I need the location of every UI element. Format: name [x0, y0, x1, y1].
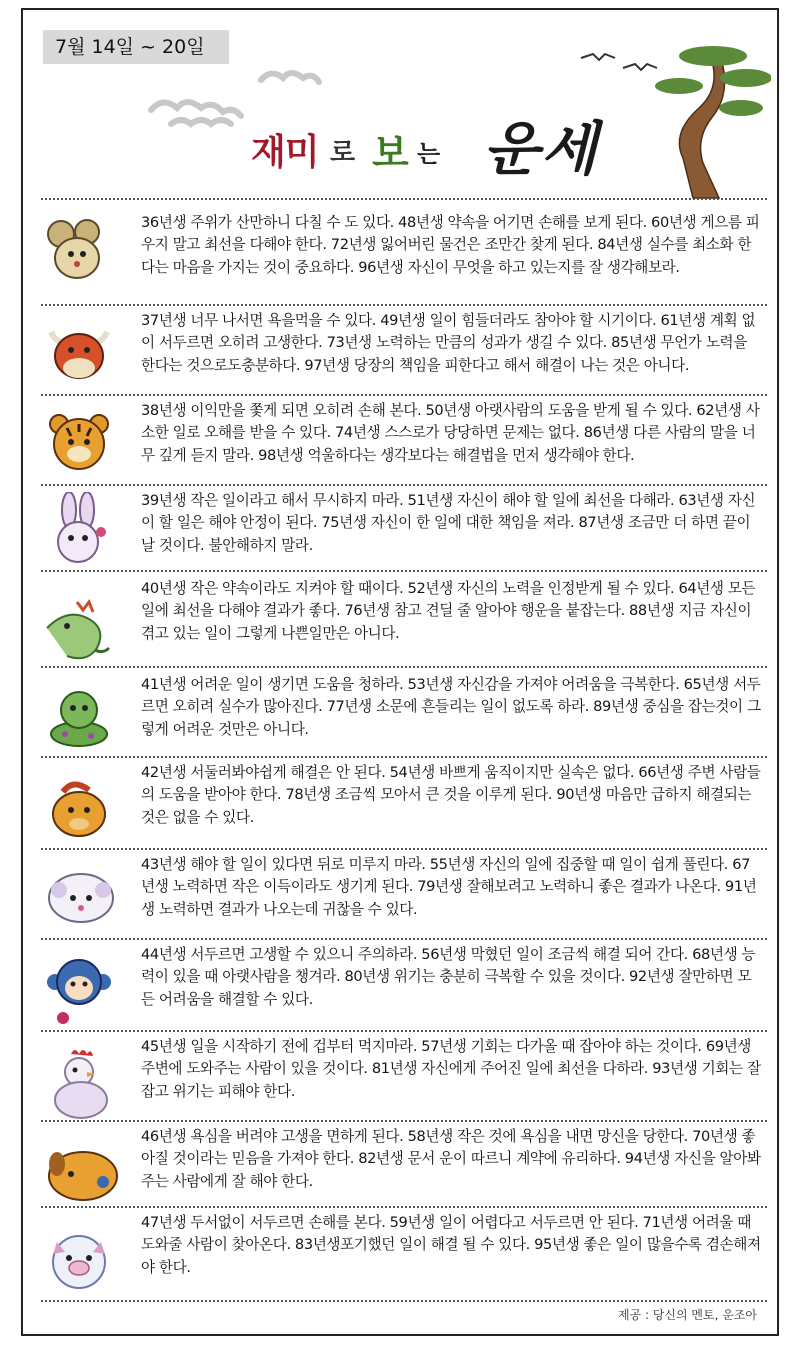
fortune-text: 43년생 해야 할 일이 있다면 뒤로 미루지 마라. 55년생 자신의 일에 집중할 때 일이 쉽게 풀린다. 67년생 노력하면 작은 이득이라도 생기게 된다. 79년생 잘해보려고 노력하니 좋은 결과가 나온다. 91년생 노력하면 결과가 나오는데 귀찮을 수 있다. [141, 856, 757, 918]
divider [41, 848, 767, 850]
ox-icon [43, 318, 115, 390]
dragon-icon [37, 588, 117, 668]
title-part-ro: 로 [330, 138, 356, 168]
monkey-icon [43, 952, 115, 1032]
divider [41, 938, 767, 940]
title-part-neun: 는 [417, 140, 441, 168]
fortune-text: 42년생 서둘러봐야쉽게 해결은 안 된다. 54년생 바쁘게 움직이지만 실속은 없다. 66년생 주변 사람들의 도움을 받아야 한다. 78년생 조금씩 모아서 큰 것을 이루게 된다. 90년생 마음만 급하지 해결되는것은 없을 수 있다. [141, 764, 761, 826]
fortune-text: 47년생 두서없이 서두르면 손해를 본다. 59년생 일이 어렵다고 서두르면 안 된다. 71년생 어려울 때 도와줄 사람이 찾아온다. 83년생포기했던 일이 해결 될 수 있다. 95년생 좋은 일이 많을수록 겸손해져야 한다. [141, 1214, 761, 1276]
divider [41, 394, 767, 396]
sheep-icon [43, 860, 119, 932]
divider [41, 1206, 767, 1208]
fortune-page [21, 8, 779, 1336]
divider [41, 756, 767, 758]
rabbit-icon [43, 492, 115, 570]
fortune-text: 44년생 서두르면 고생할 수 있으니 주의하라. 56년생 막혔던 일이 조금씩 해결 되어 간다. 68년생 능력이 있을 때 아랫사람을 챙겨라. 80년생 위기는 충분히 극복할 수 있을 것이다. 92년생 잘만하면 모든 어려움을 해결할 수 있다. [141, 946, 756, 1008]
fortune-text: 45년생 일을 시작하기 전에 겁부터 먹지마라. 57년생 기회는 다가올 때 잡아야 하는 것이다. 69년생 주변에 도와주는 사람이 있을 것이다. 81년생 자신에게 주어진 일에 최선을 다하라. 93년생 기회는 잘 잡고 위기는 피해야 한다. [141, 1038, 761, 1100]
divider [41, 484, 767, 486]
divider [41, 570, 767, 572]
divider [41, 198, 767, 200]
divider [41, 304, 767, 306]
fortune-text: 39년생 작은 일이라고 해서 무시하지 마라. 51년생 자신이 해야 할 일에 최선을 다해라. 63년생 자신이 할 일은 해야 안정이 된다. 75년생 자신이 한 일에 대한 책임을 져라. 87년생 조금만 더 하면 끝이 날 것이다. 불안해하지 말라. [141, 492, 756, 554]
snake-icon [43, 680, 115, 752]
title-part-fortune: 운세 [483, 115, 600, 183]
tiger-icon [43, 406, 115, 478]
fortune-text: 37년생 너무 나서면 욕을먹을 수 있다. 49년생 일이 힘들더라도 참아야 할 시기이다. 61년생 계획 없이 서두르면 오히려 고생한다. 73년생 노력하는 만큼의 성과가 생길 수 있다. 85년생 무언가 노력을 한다는 것으로도충분하다. 97년생 당장의 책임을 피한다고 해서 해결이 나는 것은 아니다. [141, 312, 756, 374]
credit-line: 제공 : 당신의 멘토, 운조아 [617, 1308, 757, 1322]
title-part-fun: 재미 [251, 132, 319, 173]
pine-tree-icon [571, 38, 771, 203]
divider [41, 1120, 767, 1122]
title-part-bo: 보 [372, 131, 409, 175]
fortune-text: 46년생 욕심을 버려야 고생을 면하게 된다. 58년생 작은 것에 욕심을 내면 망신을 당한다. 70년생 좋아질 것이라는 믿음을 가져야 한다. 82년생 문서 운이 따르니 계약에 유리하다. 94년생 자신을 알아봐주는 사람에게 잘 해야 한다. [141, 1128, 761, 1190]
date-range-label: 7월 14일 ~ 20일 [43, 30, 229, 64]
horse-icon [43, 772, 115, 844]
rooster-icon [43, 1044, 115, 1124]
divider [41, 666, 767, 668]
page-title [251, 102, 611, 192]
pig-icon [43, 1224, 115, 1296]
fortune-text: 36년생 주위가 산만하니 다칠 수 도 있다. 48년생 약속을 어기면 손해를 보게 된다. 60년생 게으름 피우지 말고 최선을 다해야 한다. 72년생 잃어버린 물건은 조만간 찾게 된다. 84년생 실수를 최소화 한다는 마음을 가지는 것이 중요하다. 96년생 자신이 무엇을 하고 있는지를 잘 생각해보라. [141, 214, 760, 276]
fortune-text: 38년생 이익만을 쫓게 되면 오히려 손해 본다. 50년생 아랫사람의 도움을 받게 될 수 있다. 62년생 사소한 일로 오해를 받을 수 있다. 74년생 스스로가 당당하면 문제는 없다. 86년생 다른 사람의 말을 너무 깊게 듣지 말라. 98년생 억울하다는 생각보다는 해결법을 먼저 생각해야 한다. [141, 402, 760, 464]
dog-icon [43, 1136, 123, 1208]
rat-icon [43, 216, 115, 288]
divider [41, 1300, 767, 1302]
divider [41, 1030, 767, 1032]
fortune-text: 41년생 어려운 일이 생기면 도움을 청하라. 53년생 자신감을 가져야 어려움을 극복한다. 65년생 서두르면 오히려 실수가 많아진다. 77년생 소문에 흔들리는 일이 없도록 하라. 89년생 중심을 잡는것이 그렇게 어려운 것만은 아니다. [141, 676, 761, 738]
fortune-text: 40년생 작은 약속이라도 지켜야 할 때이다. 52년생 자신의 노력을 인정받게 될 수 있다. 64년생 모든 일에 최선을 다해야 결과가 좋다. 76년생 참고 견딜 줄 알아야 행운을 붙잡는다. 88년생 지금 자신이 겪고 있는 일이 그렇게 나쁜일만은 아니다. [141, 580, 756, 642]
